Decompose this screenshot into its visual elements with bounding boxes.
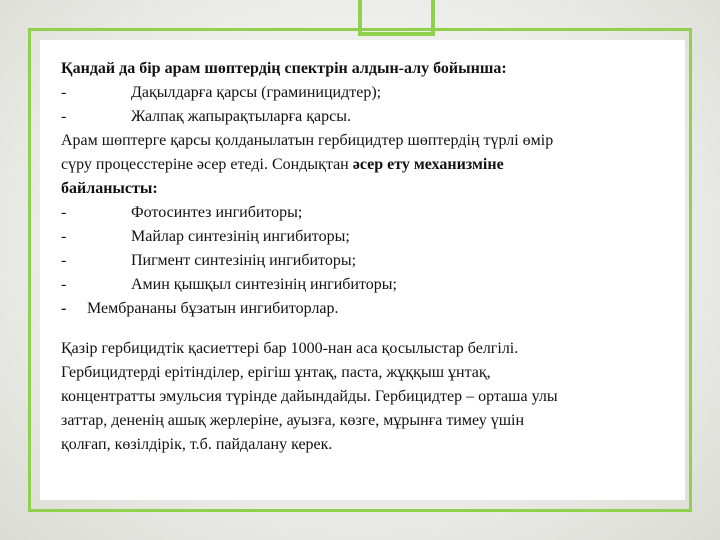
paragraph-line: заттар, дененің ашық жерлеріне, ауызға, көзге, мұрынға тимеу үшін <box>61 412 525 429</box>
paragraph-bold-line: байланысты: <box>61 180 158 197</box>
slide-text <box>61 57 716 457</box>
list-item-text: Амин қышқыл синтезінің ингибиторы; <box>131 276 397 293</box>
paragraph-line <box>61 153 716 177</box>
dash-bullet: - <box>61 84 67 101</box>
paragraph-line: қолғап, көзілдірік, т.б. пайдалану керек. <box>61 436 333 453</box>
list-item-text: Жалпақ жапырақтыларға қарсы. <box>131 108 351 125</box>
list-item <box>61 297 716 321</box>
dash-bullet: - <box>61 108 67 125</box>
paragraph-line: Арам шөптерге қарсы қолданылатын гербицидтер шөптердің түрлі өмір <box>61 132 554 149</box>
paragraph-bold-text: әсер ету механизміне <box>352 156 504 173</box>
dash-bullet: - <box>61 252 67 269</box>
dash-bullet: - <box>61 228 67 245</box>
list-item <box>61 273 716 297</box>
dash-bullet: - <box>61 300 67 317</box>
list-item <box>61 225 716 249</box>
list-item <box>61 201 716 225</box>
list-item <box>61 105 716 129</box>
heading: Қандай да бір арам шөптердің спектрін алдын-алу бойынша: <box>61 60 507 77</box>
paragraph-line: концентратты эмульсия түрінде дайындайды. Гербицидтер – орташа улы <box>61 388 558 405</box>
dash-bullet: - <box>61 204 67 221</box>
paragraph-spacer <box>61 321 716 337</box>
list-item-text: Майлар синтезінің ингибиторы; <box>131 228 350 245</box>
paragraph-text: сүру процесстеріне әсер етеді. Сондықтан <box>61 156 353 173</box>
list-item-text: Дақылдарға қарсы (граминицидтер); <box>131 84 382 101</box>
list-item-text: Пигмент синтезінің ингибиторы; <box>131 252 357 269</box>
dash-bullet: - <box>61 276 67 293</box>
list-item-text: Фотосинтез ингибиторы; <box>131 204 303 221</box>
paragraph-line: Қазір гербицидтік қасиеттері бар 1000-нан аса қосылыстар белгілі. <box>61 340 519 357</box>
list-item <box>61 81 716 105</box>
list-item <box>61 249 716 273</box>
list-item-text: Мембрананы бұзатын ингибиторлар. <box>87 300 339 317</box>
paragraph-line: Гербицидтерді ерітінділер, ерігіш ұнтақ, паста, жұққыш ұнтақ, <box>61 364 491 381</box>
